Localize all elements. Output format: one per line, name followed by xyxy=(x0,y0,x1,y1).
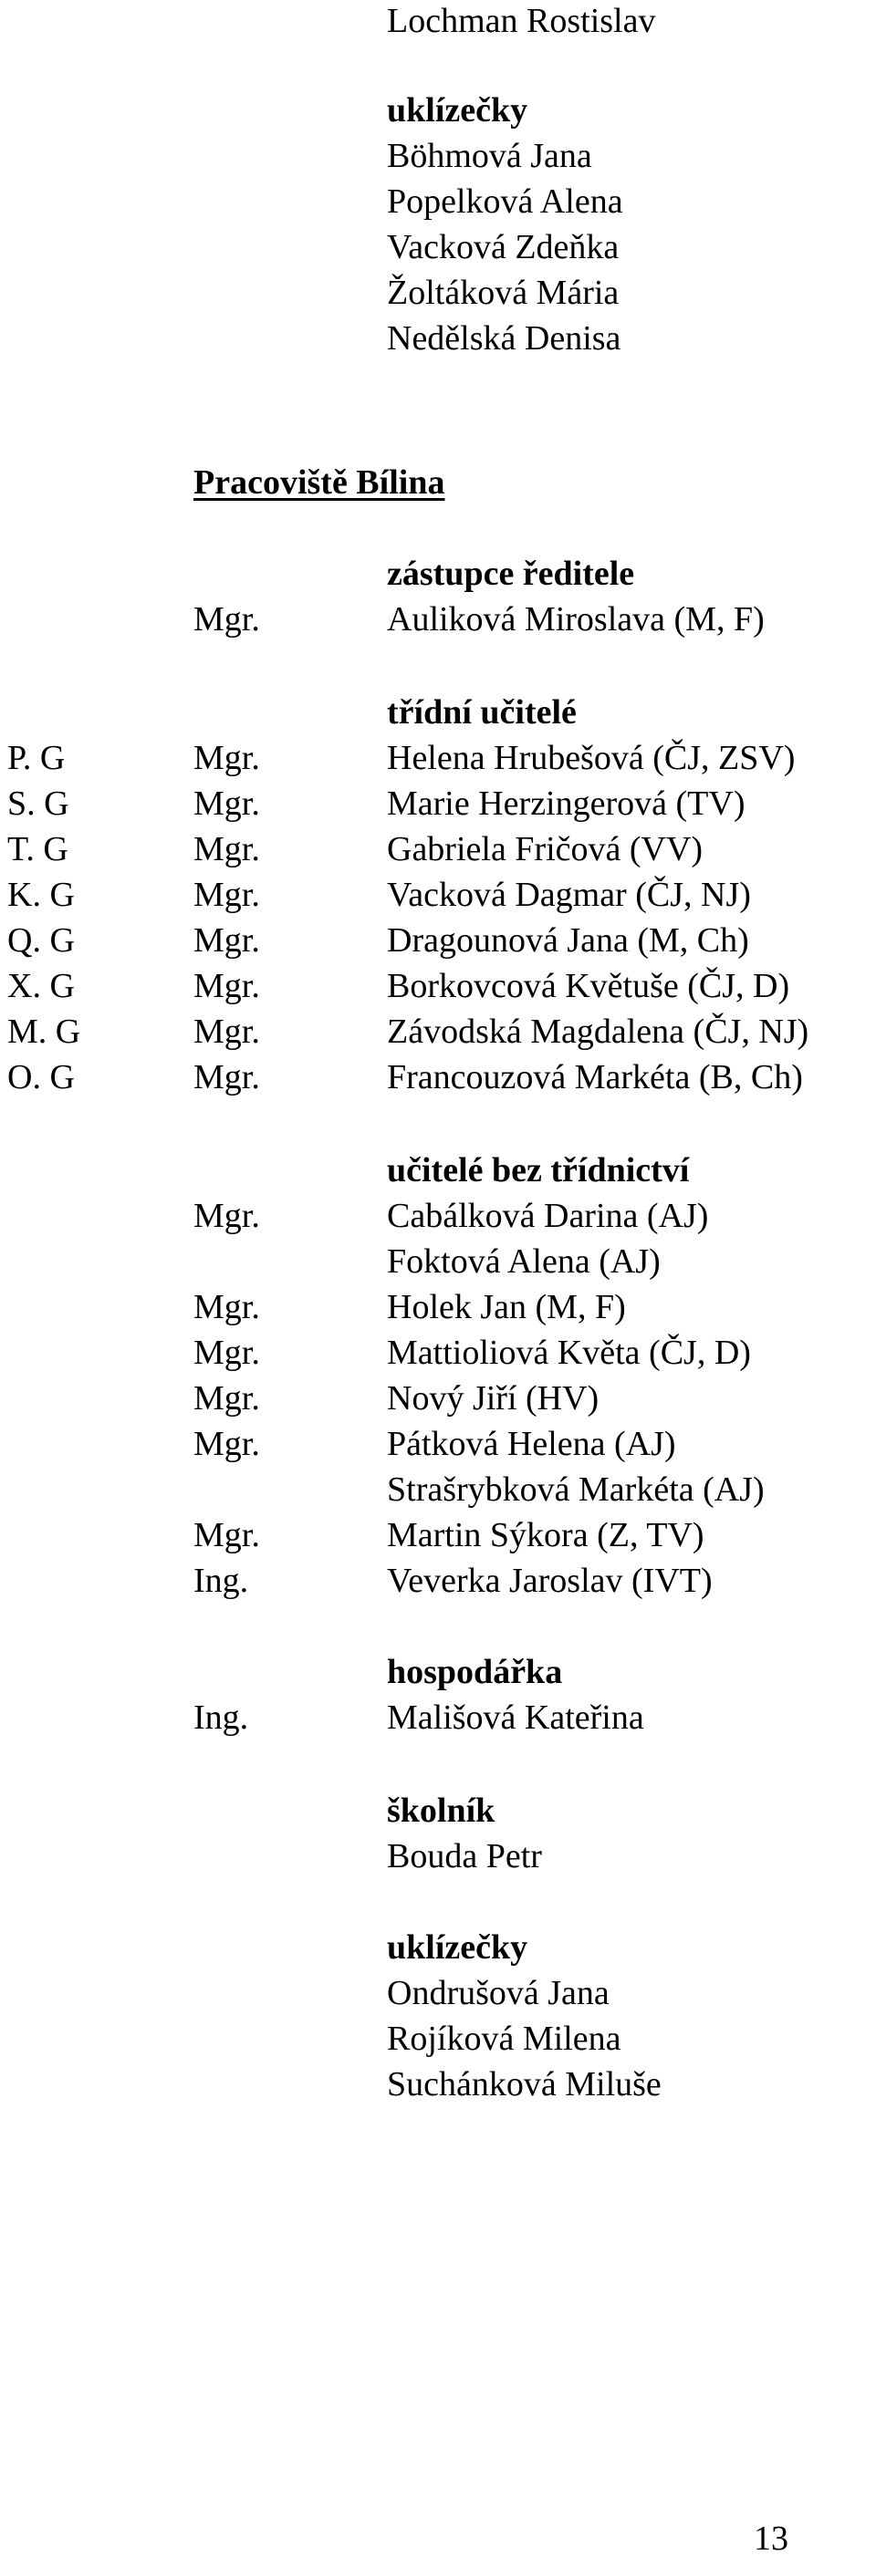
teacher-title: Mgr. xyxy=(193,1013,260,1051)
teacher-name: Francouzová Markéta (B, Ch) xyxy=(387,1058,803,1096)
teacher-name: Martin Sýkora (Z, TV) xyxy=(387,1516,704,1554)
cleaners-heading: uklízečky xyxy=(387,91,528,130)
cleaner-name: Ondrušová Jana xyxy=(387,1974,610,2012)
teacher-title: Mgr. xyxy=(193,830,260,868)
teacher-name: Nový Jiří (HV) xyxy=(387,1379,600,1418)
teacher-title: Mgr. xyxy=(193,967,260,1005)
housekeeper-title: Ing. xyxy=(193,1698,249,1737)
cleaner-name: Nedělská Denisa xyxy=(387,319,621,358)
janitor-heading: školník xyxy=(387,1792,495,1830)
teacher-title: Mgr. xyxy=(193,921,260,960)
teacher-title: Mgr. xyxy=(193,876,260,914)
teacher-name: Vacková Dagmar (ČJ, NJ) xyxy=(387,876,751,914)
teacher-title: Mgr. xyxy=(193,1197,260,1235)
teacher-title: Mgr. xyxy=(193,1379,260,1418)
class-label: O. G xyxy=(7,1058,75,1096)
class-teachers-heading: třídní učitelé xyxy=(387,693,577,732)
teacher-name: Veverka Jaroslav (IVT) xyxy=(387,1562,713,1600)
cleaner-name: Rojíková Milena xyxy=(387,2020,621,2058)
deputy-name: Auliková Miroslava (M, F) xyxy=(387,600,765,639)
class-label: S. G xyxy=(7,784,69,823)
teacher-title: Mgr. xyxy=(193,784,260,823)
teacher-title: Ing. xyxy=(193,1562,249,1600)
deputy-title: Mgr. xyxy=(193,600,260,639)
class-label: M. G xyxy=(7,1013,81,1051)
section-title: Pracoviště Bílina xyxy=(193,463,445,502)
cleaners-heading: uklízečky xyxy=(387,1928,528,1967)
teacher-name: Mattioliová Květa (ČJ, D) xyxy=(387,1334,751,1372)
teacher-name: Gabriela Fričová (VV) xyxy=(387,830,704,868)
teacher-name: Dragounová Jana (M, Ch) xyxy=(387,921,749,960)
teacher-title: Mgr. xyxy=(193,1288,260,1326)
class-label: Q. G xyxy=(7,921,75,960)
housekeeper-name: Mališová Kateřina xyxy=(387,1698,644,1737)
teacher-name: Foktová Alena (AJ) xyxy=(387,1242,661,1281)
class-label: P. G xyxy=(7,739,66,777)
janitor-name: Bouda Petr xyxy=(387,1837,542,1875)
cleaner-name: Žoltáková Mária xyxy=(387,274,620,312)
teacher-name: Helena Hrubešová (ČJ, ZSV) xyxy=(387,739,796,777)
class-label: K. G xyxy=(7,876,75,914)
class-label: X. G xyxy=(7,967,75,1005)
housekeeper-heading: hospodářka xyxy=(387,1653,563,1691)
class-label: T. G xyxy=(7,830,68,868)
teacher-title: Mgr. xyxy=(193,1516,260,1554)
page-number: 13 xyxy=(754,2519,788,2558)
teacher-name: Závodská Magdalena (ČJ, NJ) xyxy=(387,1013,809,1051)
teacher-name: Strašrybková Markéta (AJ) xyxy=(387,1470,765,1509)
teacher-title: Mgr. xyxy=(193,1425,260,1463)
teacher-name: Holek Jan (M, F) xyxy=(387,1288,626,1326)
teacher-name: Pátková Helena (AJ) xyxy=(387,1425,676,1463)
teacher-title: Mgr. xyxy=(193,1334,260,1372)
cleaner-name: Vacková Zdeňka xyxy=(387,228,620,266)
teacher-name: Borkovcová Květuše (ČJ, D) xyxy=(387,967,790,1005)
teacher-title: Mgr. xyxy=(193,1058,260,1096)
cleaner-name: Suchánková Miluše xyxy=(387,2065,662,2103)
cleaner-name: Popelková Alena xyxy=(387,182,623,221)
teacher-name: Cabálková Darina (AJ) xyxy=(387,1197,709,1235)
cleaner-name: Böhmová Jana xyxy=(387,137,592,175)
teacher-name: Lochman Rostislav xyxy=(387,2,656,40)
other-teachers-heading: učitelé bez třídnictví xyxy=(387,1151,690,1189)
teacher-name: Marie Herzingerová (TV) xyxy=(387,784,746,823)
teacher-title: Mgr. xyxy=(193,739,260,777)
deputy-heading: zástupce ředitele xyxy=(387,555,635,593)
